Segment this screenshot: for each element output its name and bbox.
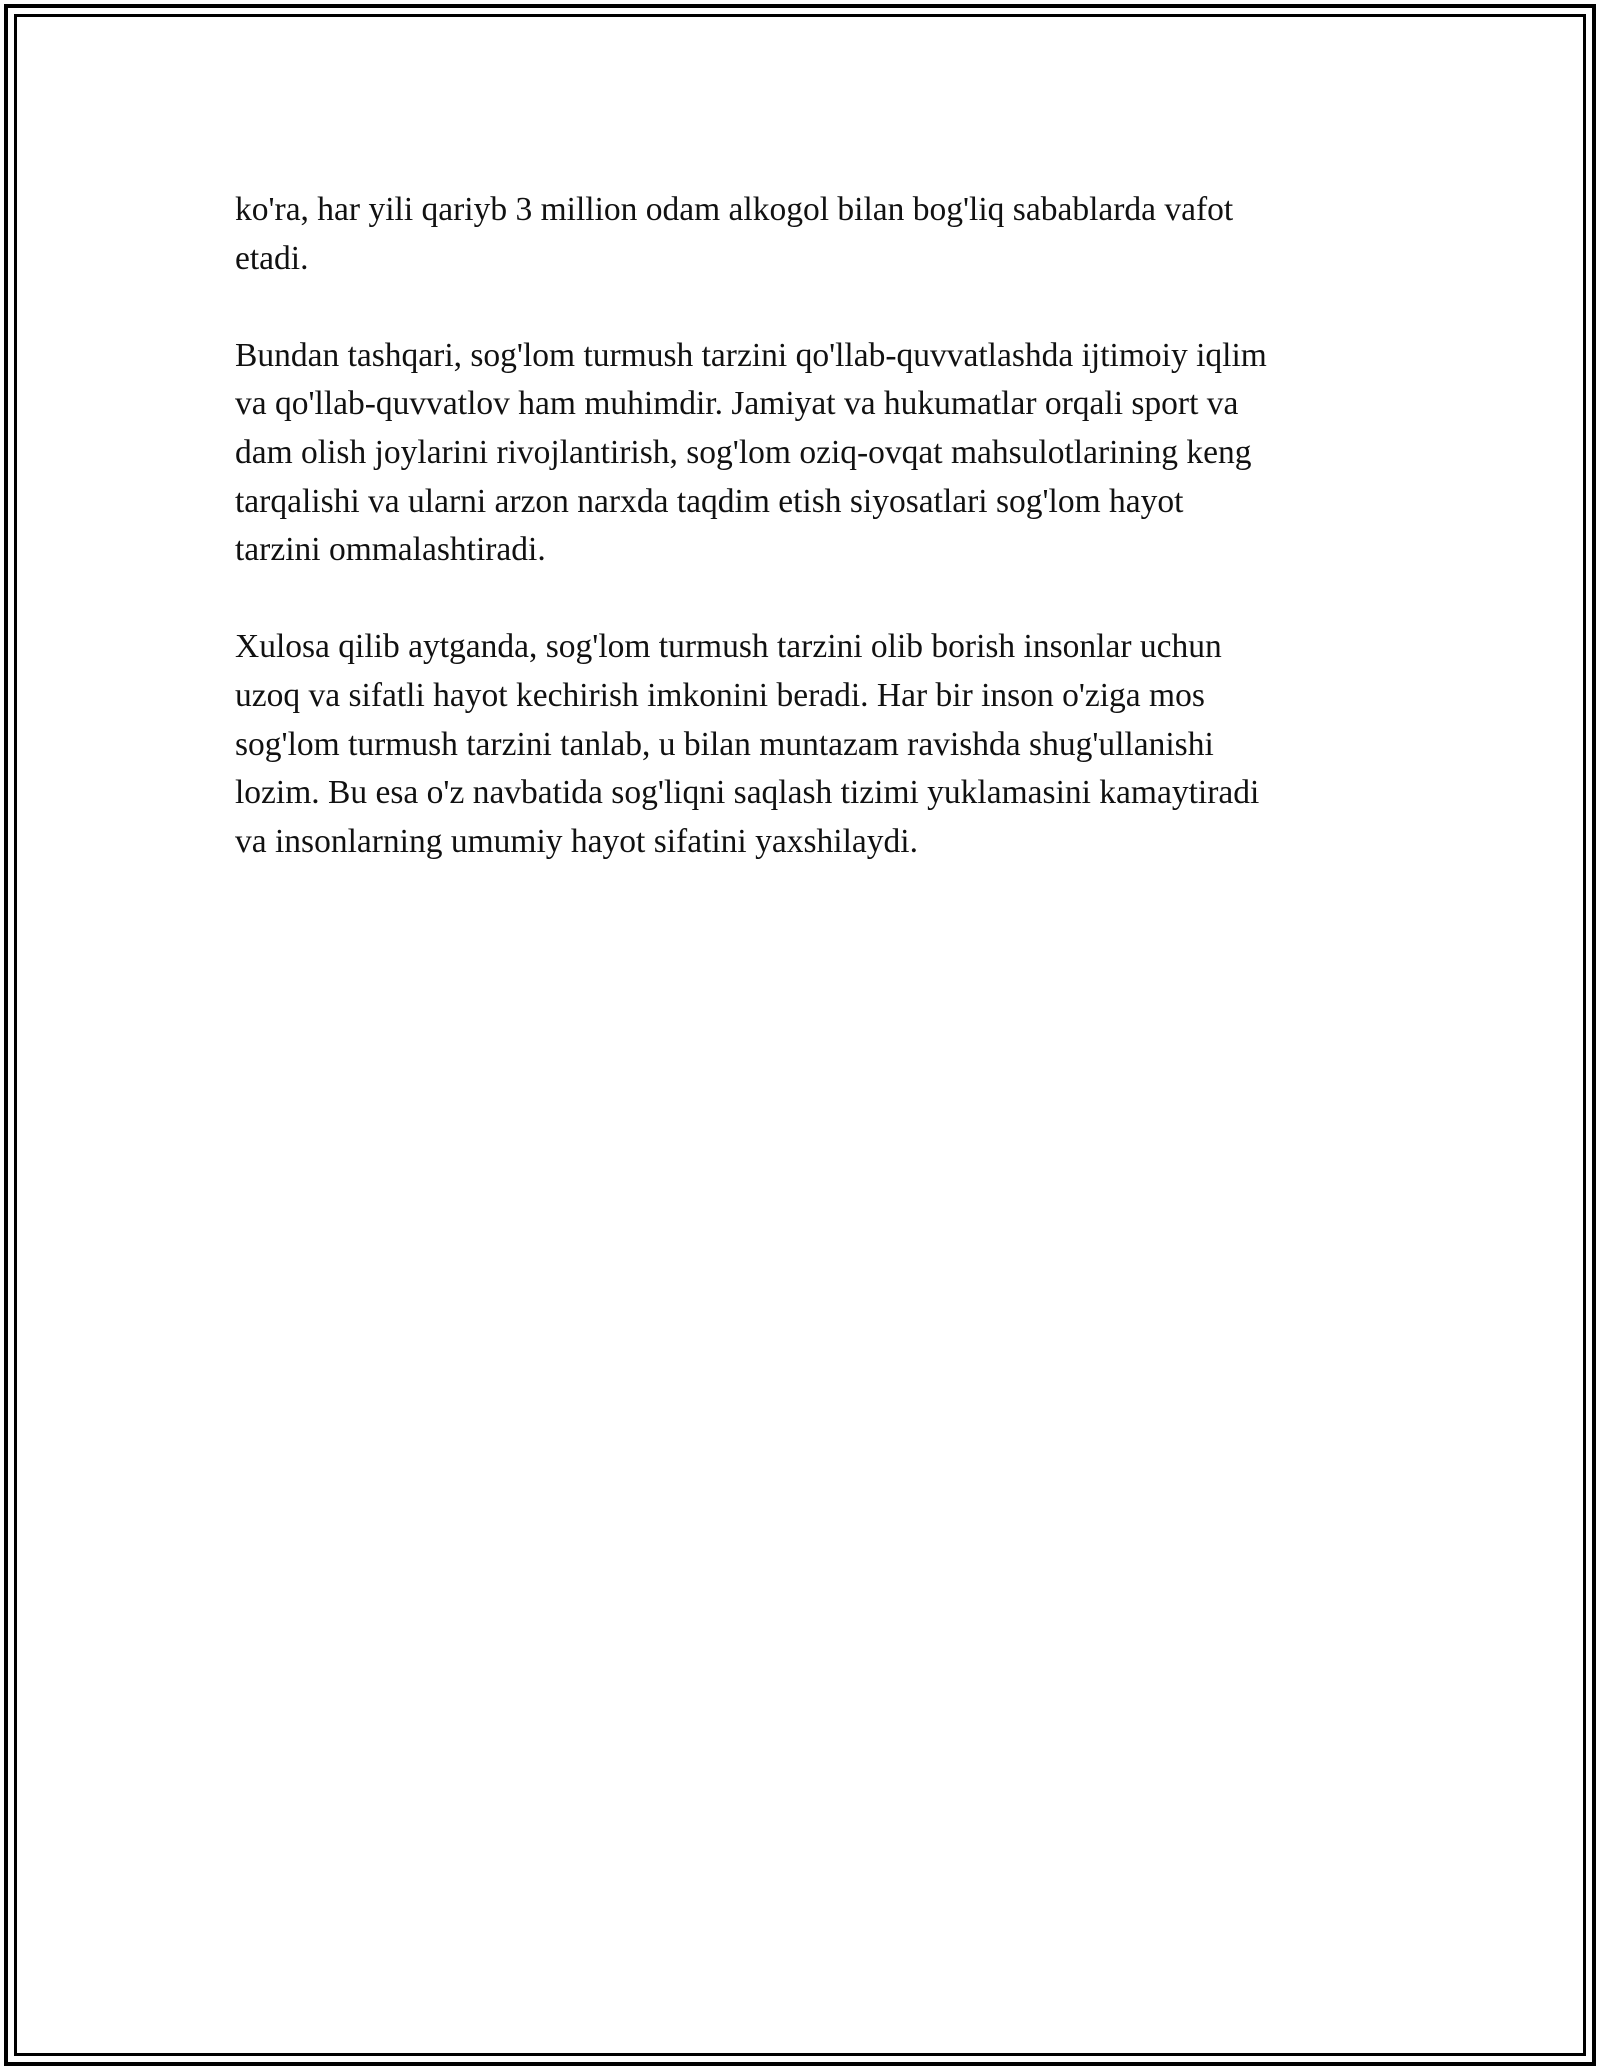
paragraph-3: Xulosa qilib aytganda, sog'lom turmush tarzini olib borish insonlar uchun uzoq va sifatli hayot kechirish imkonini beradi. Har bir inson o'ziga mos sog'lom turmush tarzini tanlab, u bilan muntazam ravishda shug'ullanishi lozim. Bu esa o'z navbatida sog'liqni saqlash tizimi yuklamasini kamaytiradi va insonlarning umumiy hayot sifatini yaxshilaydi. bbox=[235, 628, 1260, 860]
document-body bbox=[235, 186, 1375, 915]
paragraph-1: ko'ra, har yili qariyb 3 million odam alkogol bilan bog'liq sabablarda vafot etadi. bbox=[235, 191, 1234, 277]
paragraph-2: Bundan tashqari, sog'lom turmush tarzini qo'llab-quvvatlashda ijtimoiy iqlim va qo'llab-quvvatlov ham muhimdir. Jamiyat va hukumatlar orqali sport va dam olish joylarini rivojlantirish, sog'lom oziq-ovqat mahsulotlarining keng tarqalishi va ularni arzon narxda taqdim etish siyosatlari sog'lom hayot tarzini ommalashtiradi. bbox=[235, 336, 1267, 569]
